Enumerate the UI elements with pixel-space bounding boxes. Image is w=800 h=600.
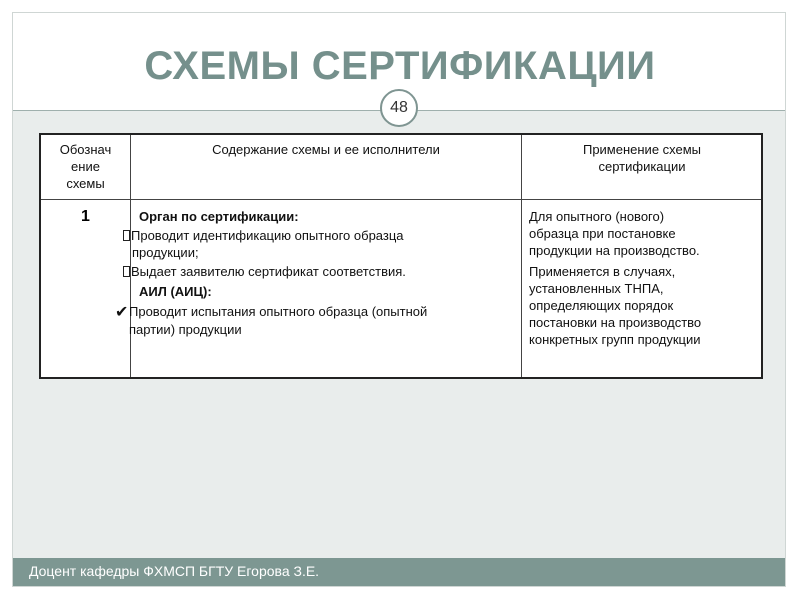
header-content xyxy=(131,141,521,158)
lab-item-text: Проводит испытания опытного образца (опытной xyxy=(129,304,428,319)
org-title: Орган по сертификации: xyxy=(139,209,299,224)
application-line: постановки на производство xyxy=(529,315,702,330)
scheme-number: 1 xyxy=(81,208,90,225)
header-row-divider xyxy=(41,199,761,200)
application-line: Применяется в случаях, xyxy=(529,264,676,279)
scheme-content-cell xyxy=(115,208,519,338)
application-line: продукции на производство. xyxy=(529,243,700,258)
application-line: образца при постановке xyxy=(529,226,676,241)
header-designation xyxy=(41,141,130,192)
application-line: Для опытного (нового) xyxy=(529,209,665,224)
header-designation-line: ение xyxy=(71,159,100,174)
org-item-1 xyxy=(123,227,519,244)
org-item-2 xyxy=(123,263,519,280)
page-number-badge: 48 xyxy=(380,89,418,127)
bullet-box-icon xyxy=(123,266,130,277)
application-line: установленных ТНПА, xyxy=(529,281,664,296)
checkmark-icon: ✔ xyxy=(115,304,129,321)
lab-item-cont: партии) продукции xyxy=(129,322,242,337)
certification-scheme-table xyxy=(39,133,763,379)
header-designation-line: Обознач xyxy=(59,142,112,157)
lab-item xyxy=(115,303,519,321)
org-item-1-cont: продукции; xyxy=(132,245,199,260)
org-item-2-text: Выдает заявителю сертификат соответствия. xyxy=(131,264,406,279)
application-line: конкретных групп продукции xyxy=(529,332,701,347)
footer-author: Доцент кафедры ФХМСП БГТУ Егорова З.Е. xyxy=(29,563,320,579)
application-line: определяющих порядок xyxy=(529,298,674,313)
scheme-application-cell xyxy=(529,208,759,348)
lab-title: АИЛ (АИЦ): xyxy=(139,284,212,299)
org-item-1-text: Проводит идентификацию опытного образца xyxy=(131,228,404,243)
slide-title: СХЕМЫ СЕРТИФИКАЦИИ xyxy=(144,44,656,88)
header-application-line: сертификации xyxy=(598,159,686,174)
header-content-line: Содержание схемы и ее исполнители xyxy=(212,142,440,157)
header-designation-line: схемы xyxy=(66,176,105,191)
bullet-box-icon xyxy=(123,230,130,241)
header-application xyxy=(522,141,762,175)
header-application-line: Применение схемы xyxy=(582,142,702,157)
